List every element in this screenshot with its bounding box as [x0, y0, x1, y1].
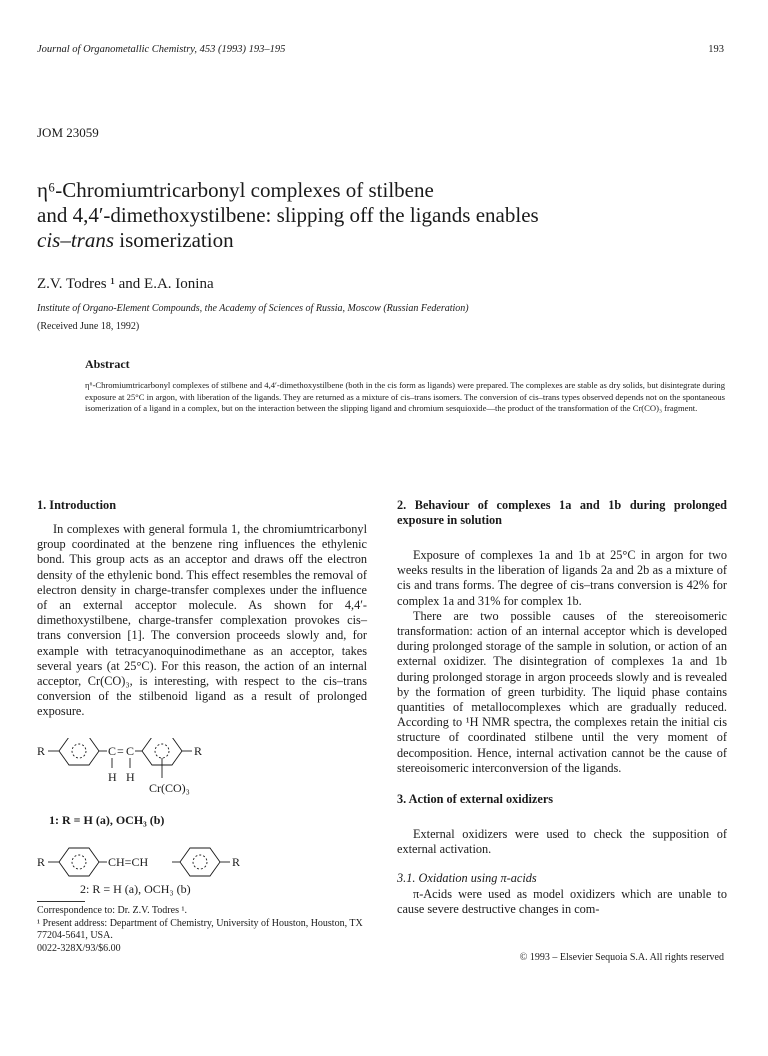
section-3-heading: 3. Action of external oxidizers — [397, 792, 554, 807]
page-number: 193 — [708, 44, 724, 55]
footnote-rule — [37, 901, 85, 902]
section-2-para-1: Exposure of complexes 1a and 1b at 25°C in argon for two weeks results in the liberation of ligands 2a and 2b as a mixture of cis and trans forms. The degree of cis–trans conversion is 42% for complex 1a and 31% for complex 1b. — [397, 548, 727, 608]
s1-c2: C — [126, 744, 135, 758]
column-left — [37, 498, 367, 720]
column-right — [397, 498, 727, 917]
s1-r-right: R — [194, 744, 203, 758]
footnote-present-address: ¹ Present address: Department of Chemistry, University of Houston, Houston, TX 77204-5641, USA. — [37, 917, 363, 941]
title-line-2: and 4,4′-dimethoxystilbene: slipping off the ligands enables — [37, 203, 539, 227]
authors: Z.V. Todres ¹ and E.A. Ionina — [37, 276, 214, 292]
footnotes — [37, 905, 367, 955]
s1-h2: H — [126, 770, 135, 784]
section-1-heading: 1. Introduction — [37, 498, 117, 512]
s1-equals: = — [117, 744, 124, 758]
abstract-text: η⁶-Chromiumtricarbonyl complexes of stilbene and 4,4′-dimethoxystilbene (both in the cis form as ligands) were prepared. The complexes are stable as dry solids, but disintegrate during exposure at 25°C in argon, with liberation of the ligands. They are returned as a mixture of cis–trans isomers. The conversion of cis–trans types observed depends not on the spontaneous isomerization of a ligand in a complex, but on the interaction between the slipping ligand and chromium sesquioxide—the product of the transformation of the Cr(CO)₃ fragment. — [85, 380, 725, 413]
chemical-structures — [37, 738, 367, 888]
title-line-3-rest: isomerization — [114, 228, 234, 252]
section-2-para-2: There are two possible causes of the stereoisomeric transformation: action of an internal acceptor which is developed during prolonged storage of the sample in solution, or action of an external oxidizer. The disintegration of complexes 1a and 1b during prolonged storage in argon proceeds slowly and is revealed by the formation of green turbidity. The liquid phase contains quantities of metallocomplexes which are gradually reduced. According to ¹H NMR spectra, the complexes retain the initial cis structure of coordinated stilbene until the very moment of decomposition. Hence, internal activation cannot be the cause of stereoisomeric interconversion of the ligands. — [397, 608, 727, 775]
title-line-1: η⁶-Chromiumtricarbonyl complexes of stilbene — [37, 178, 434, 202]
benzene-ring-icon — [59, 848, 99, 876]
article-title — [37, 178, 737, 253]
s1-cr-co3: Cr(CO)₃ — [149, 781, 190, 795]
title-cis-trans: cis–trans — [37, 228, 115, 252]
received-date: (Received June 18, 1992) — [37, 321, 140, 332]
s1-caption: 1: R = H (a), OCH₃ (b) — [49, 813, 165, 827]
s2-r-left: R — [37, 855, 46, 869]
s2-bridge: CH=CH — [108, 855, 149, 869]
benzene-ring-icon — [59, 738, 99, 765]
abstract-heading: Abstract — [85, 357, 130, 371]
section-3-para-1: External oxidizers were used to check the supposition of external activation. — [397, 827, 727, 857]
s1-r-left: R — [37, 744, 46, 758]
s2-caption: 2: R = H (a), OCH₃ (b) — [80, 882, 191, 896]
title-line-3 — [37, 228, 737, 253]
affiliation: Institute of Organo-Element Compounds, the Academy of Sciences of Russia, Moscow (Russian Federation) — [37, 303, 469, 314]
copyright: © 1993 – Elsevier Sequoia S.A. All rights reserved — [519, 952, 724, 963]
s1-h1: H — [108, 770, 117, 784]
section-3-1-heading: 3.1. Oxidation using π-acids — [397, 871, 537, 886]
journal-header: Journal of Organometallic Chemistry, 453 (1993) 193–195 — [37, 44, 286, 55]
section-3-para-2: π-Acids were used as model oxidizers which are unable to cause severe destructive changes in com- — [397, 886, 727, 916]
footnote-code: 0022-328X/93/$6.00 — [37, 942, 121, 954]
benzene-ring-icon — [180, 848, 220, 876]
footnote-correspondence: Correspondence to: Dr. Z.V. Todres ¹. — [37, 905, 187, 916]
section-2-heading: 2. Behaviour of complexes 1a and 1b during prolonged exposure in solution — [397, 498, 727, 527]
section-1-para-1: In complexes with general formula 1, the chromiumtricarbonyl group coordinated at the benzene ring influences the ethylenic bond. This group acts as an acceptor and draws off the electron density of the ethylenic bond. This effect resembles the removal of electron density in charge-transfer complexes under the influence of an external acceptor molecule. As shown for 4,4′-dimethoxystilbene, charge-transfer complexation provokes cis–trans conversion [1]. The conversion proceeds slowly and, for example with tetracyanoquinodimethane as an acceptor, takes several years (at 25°C). For this reason, the action of an internal acceptor, Cr(CO)₃, is interesting, with respect to the cis–trans conversion of the stilbenoid ligand as a result of prolonged exposure. — [37, 522, 367, 719]
s2-r-right: R — [232, 855, 241, 869]
s1-c1: C — [108, 744, 117, 758]
article-code: JOM 23059 — [37, 125, 99, 140]
